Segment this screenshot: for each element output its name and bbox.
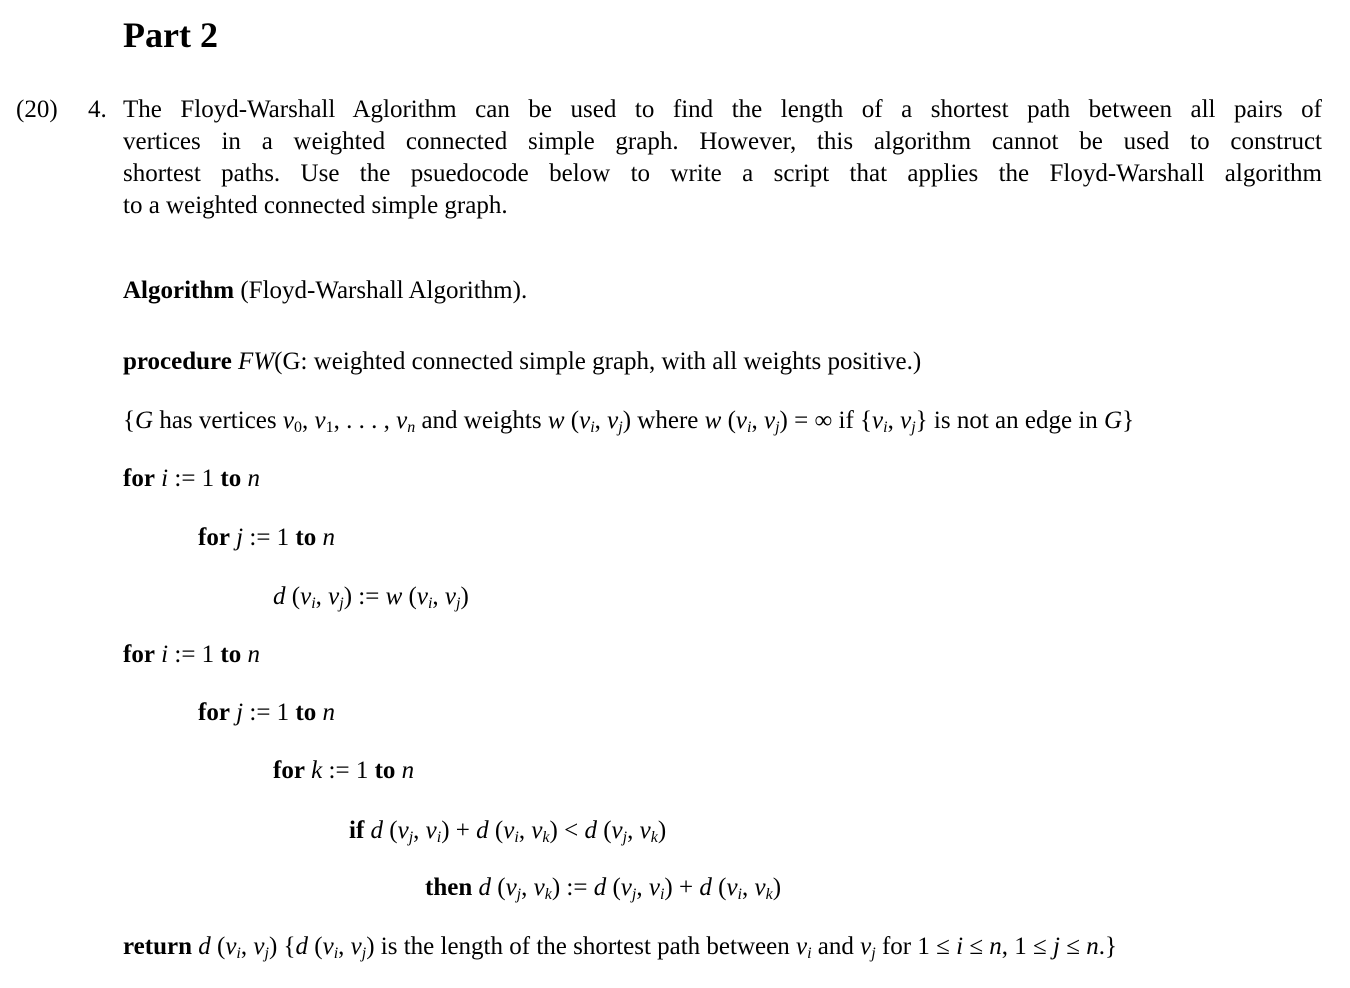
for-i-loop-2: for i := 1 to n [123,641,260,668]
return-comment-text: is the length of the shortest path between [374,933,796,960]
keyword-for: for [123,465,155,492]
comment-text: is not an edge in [927,407,1105,434]
question-paragraph [123,94,1322,222]
for-k-loop: for k := 1 to n [273,757,415,784]
init-assignment: d ($v_i$, $v_j$) := w ($v_i$, $v_j$) [273,583,469,612]
paragraph-line: shortest paths. Use the psuedocode below to write a script that applies the Floyd-Warshall algorithm [123,160,1322,187]
for-j-loop-1: for j := 1 to n [198,524,335,551]
keyword-return: return [123,933,192,960]
if-condition: if d ($v_j$, $v_i) + d$ ($v_i$, $v_k) < d$ ($v_j$, $v_k$) [349,817,667,846]
paragraph-line: The Floyd-Warshall Aglorithm can be used to find the length of a shortest path between all pairs of [123,96,1322,123]
question-number: 4. [88,96,107,123]
keyword-to: to [374,757,396,784]
algorithm-heading [123,275,527,307]
graph-comment-line: {G has vertices $v_0$, $v_1$, . . . , $v_n$ and weights w ($v_i$, $v_j$) where w ($v_i$, $v_j$) = ∞ if {$v_i$, $v_j$} is not an edge in G} [123,407,1135,436]
keyword-for: for [123,641,155,668]
comment-text: has vertices [153,407,283,434]
comment-text: where [631,407,705,434]
keyword-to: to [220,641,242,668]
brace-open: { [123,407,135,434]
question-points: (20) [16,96,58,123]
procedure-name: FW [238,348,275,375]
return-comment-text: and [811,933,861,960]
keyword-to: to [295,699,317,726]
keyword-for: for [198,699,230,726]
keyword-for: for [273,757,305,784]
keyword-then: then [425,874,473,901]
procedure-keyword: procedure [123,348,232,375]
procedure-line [123,346,921,378]
keyword-to: to [295,524,317,551]
comment-text: and weights [415,407,548,434]
paragraph-line: vertices in a weighted connected simple graph. However, this algorithm cannot be used to construct [123,128,1322,155]
keyword-if: if [349,817,365,844]
keyword-to: to [220,465,242,492]
paragraph-line: to a weighted connected simple graph. [123,192,508,219]
comment-text: = ∞ if [787,407,861,434]
return-line: return d ($v_i$, $v_j$) {d ($v_i$, $v_j$) is the length of the shortest path between $v_i$ and $v_j$ for 1 ≤ i ≤ n, 1 ≤ j ≤ n.} [123,933,1117,962]
algorithm-label: Algorithm [123,277,235,304]
page-title: Part 2 [123,15,218,55]
graph-symbol: G [135,407,154,434]
for-j-loop-2: for j := 1 to n [198,699,335,726]
then-assignment: then d ($v_j$, $v_k$) := d ($v_j$, $v_i) + d$ ($v_i$, $v_k$) [425,874,782,903]
return-comment-text: for [875,933,918,960]
algorithm-name: (Floyd-Warshall Algorithm). [240,277,528,304]
procedure-args: (G: weighted connected simple graph, with all weights positive.) [274,348,922,375]
for-i-loop-1: for i := 1 to n [123,465,260,492]
keyword-for: for [198,524,230,551]
